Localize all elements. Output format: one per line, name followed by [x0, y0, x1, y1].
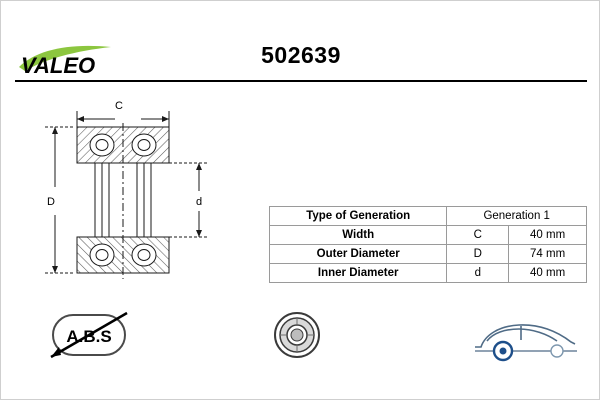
row-symbol: C: [447, 226, 509, 245]
svg-text:VALEO: VALEO: [21, 53, 96, 78]
car-front-wheel-icon: [471, 311, 581, 363]
svg-text:D: D: [47, 196, 55, 208]
row-value: 40 mm: [509, 264, 587, 283]
bearing-technical-drawing: [19, 93, 249, 293]
row-label: Width: [270, 226, 447, 245]
svg-text:A.B.S: A.B.S: [66, 327, 112, 346]
row-symbol: D: [447, 245, 509, 264]
row-label: Outer Diameter: [270, 245, 447, 264]
row-value: 40 mm: [509, 226, 587, 245]
svg-text:d: d: [195, 196, 203, 208]
row-value: Generation 1: [447, 207, 587, 226]
row-label: Inner Diameter: [270, 264, 447, 283]
specification-table: [269, 206, 587, 283]
bearing-icon: [269, 307, 325, 363]
row-value: 74 mm: [509, 245, 587, 264]
table-row: [270, 245, 587, 264]
row-symbol: d: [447, 264, 509, 283]
table-row: [270, 207, 587, 226]
svg-text:C: C: [115, 100, 123, 112]
abs-not-applicable-icon: [47, 309, 131, 361]
part-number: 502639: [261, 42, 341, 68]
header-divider: [15, 80, 587, 82]
table-row: [270, 264, 587, 283]
table-row: [270, 226, 587, 245]
row-label: Type of Generation: [270, 207, 447, 226]
